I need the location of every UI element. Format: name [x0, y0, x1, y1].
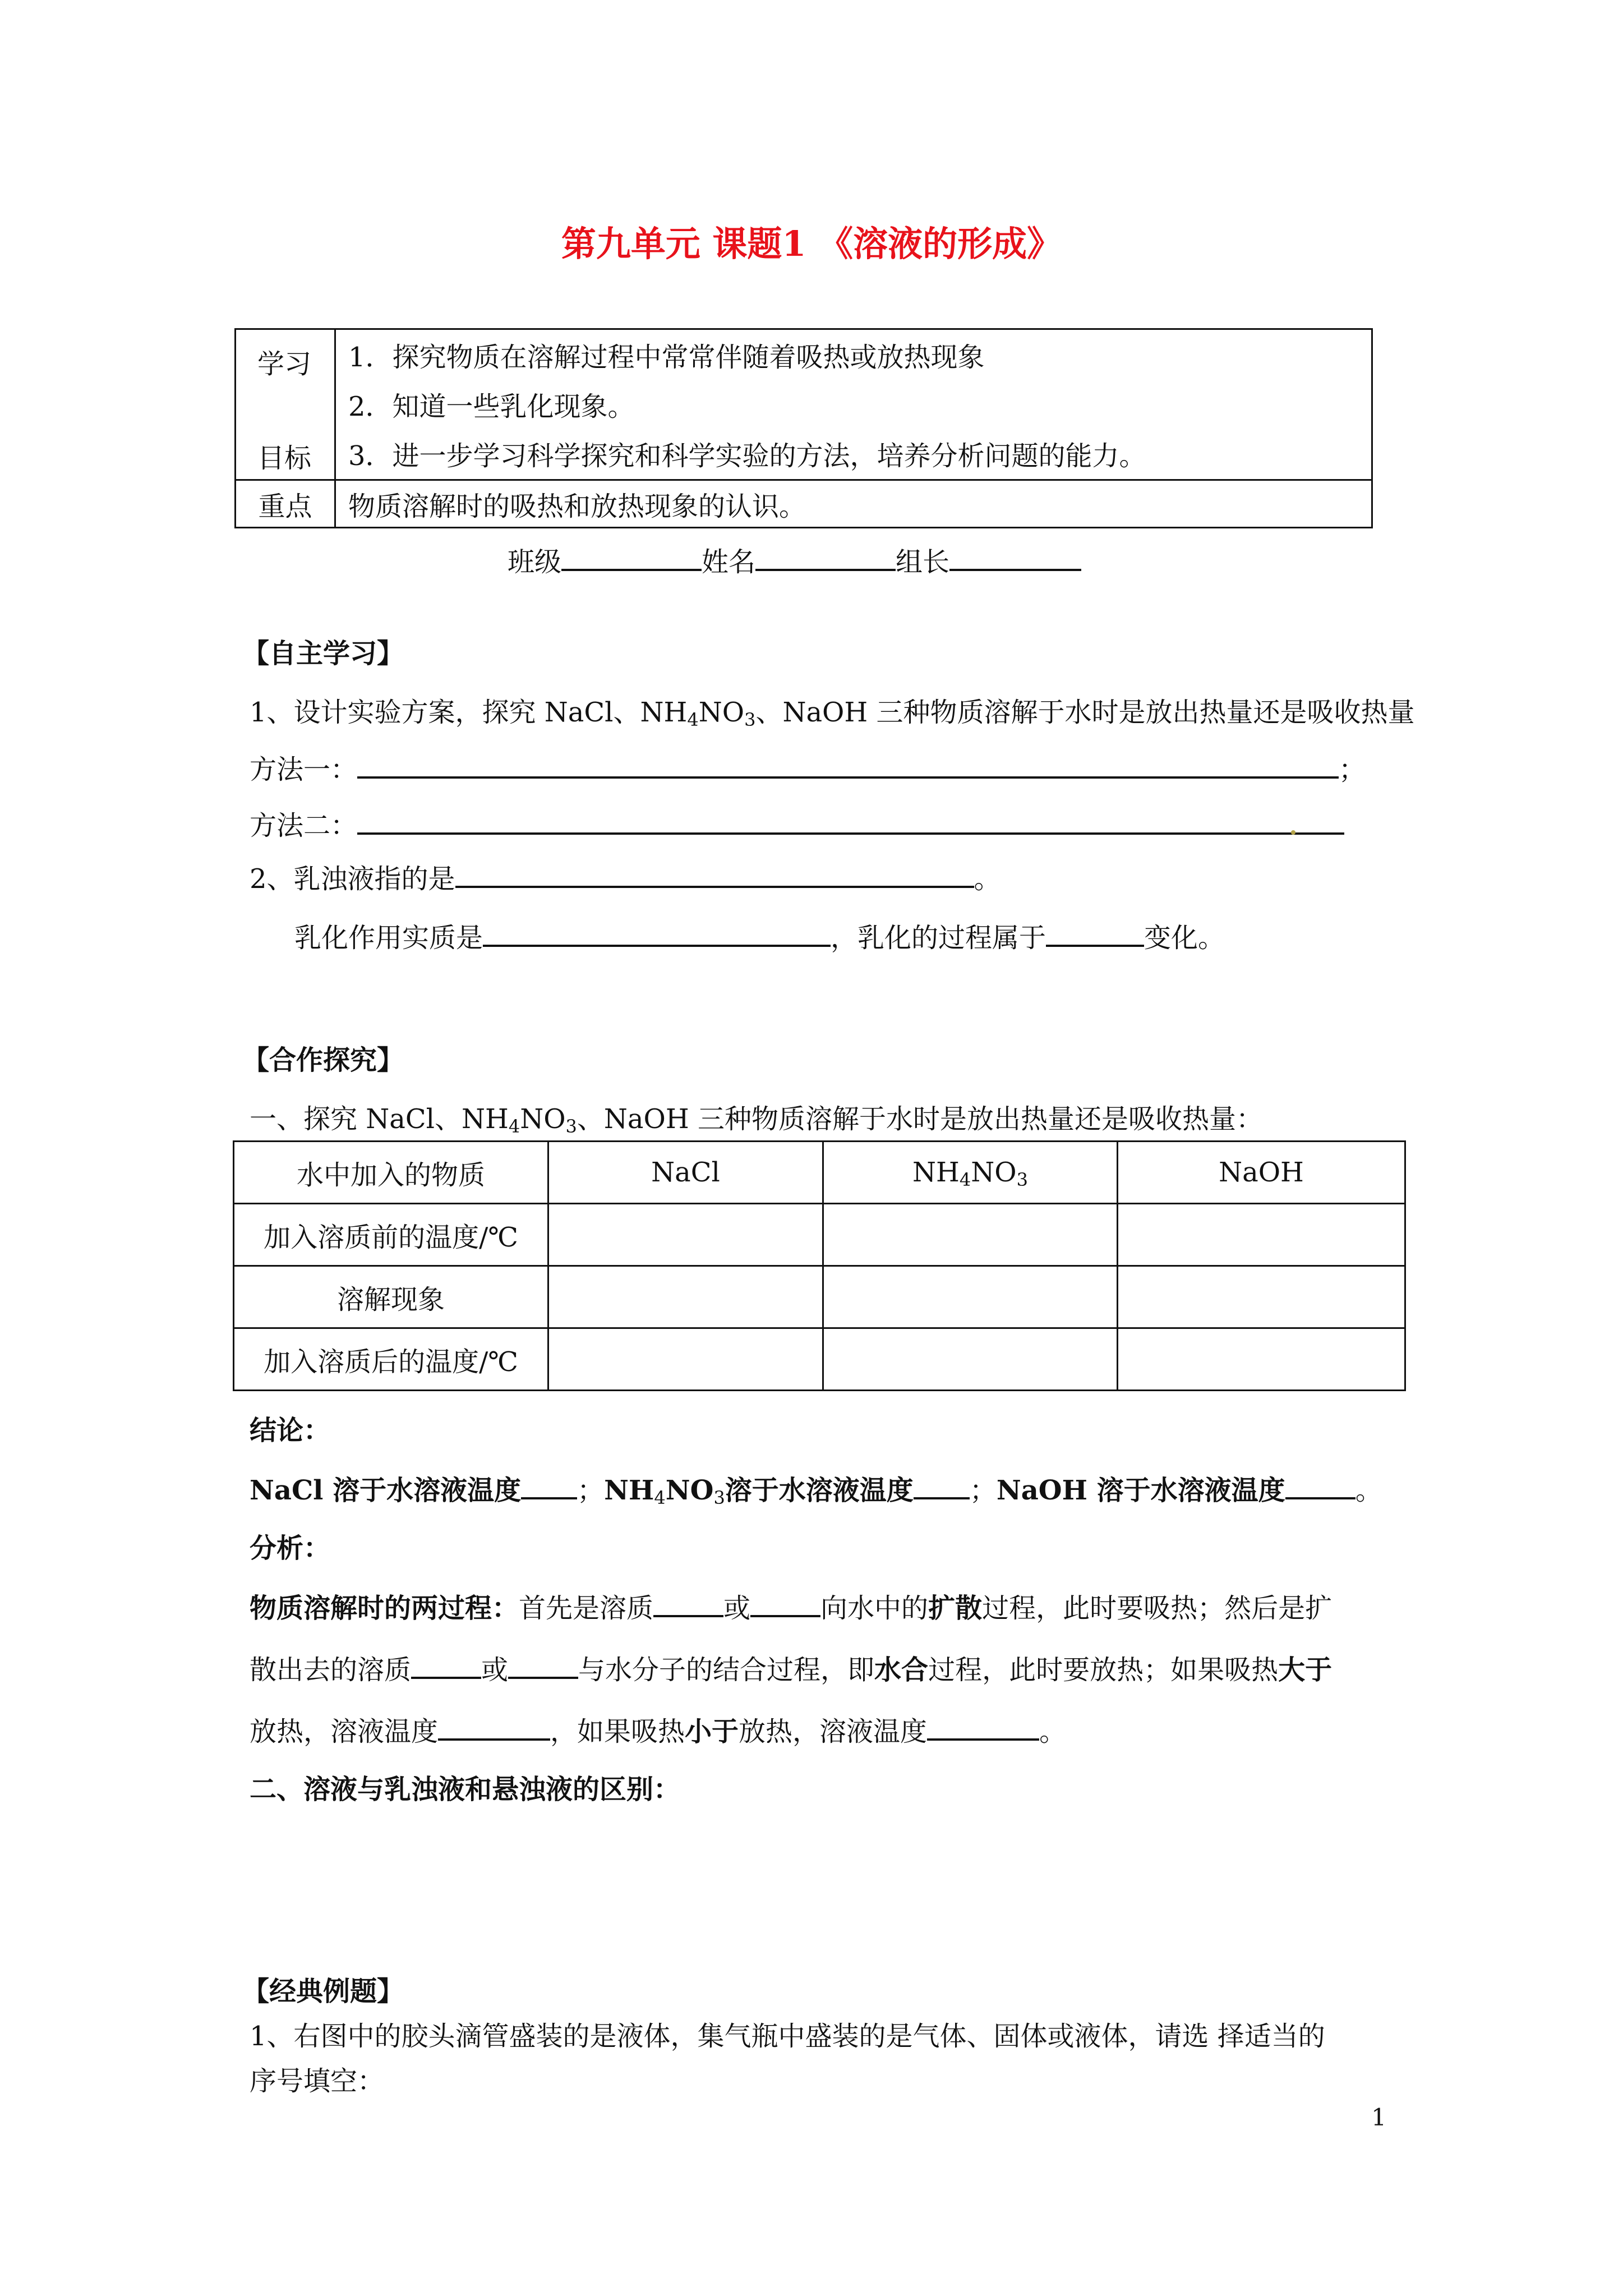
goal-1: 1．探究物质在溶解过程中常常伴随着吸热或放热现象: [348, 342, 985, 373]
self-study-q1: 1、设计实验方案，探究 NaCl、$NH_4NO_3$、NaOH 三种物质溶解于水时是放出热量还是吸收热量: [250, 697, 1415, 730]
row-label-before-temp: 加入溶质前的温度/℃: [234, 1204, 548, 1266]
self-study-heading: 【自主学习】: [242, 638, 404, 669]
goals-content-cell: [335, 329, 1372, 480]
row-label-after-temp: 加入溶质后的温度/℃: [234, 1328, 548, 1391]
header-nacl: NaCl: [548, 1142, 823, 1204]
leader-label: 组长: [896, 546, 950, 578]
cooperative-heading: 【合作探究】: [242, 1045, 404, 1076]
cooperative-q2: 二、溶液与乳浊液和悬浊液的区别：: [250, 1774, 681, 1805]
cooperative-q1: 一、探究 NaCl、$NH_4NO_3$、NaOH 三种物质溶解于水时是放出热量还是吸收热量：: [250, 1103, 1263, 1137]
solute-molecule-blank-2[interactable]: [411, 1652, 481, 1679]
nacl-temp-blank[interactable]: [521, 1473, 577, 1499]
key-point-text: 物质溶解时的吸热和放热现象的认识。: [335, 480, 1372, 528]
header-naoh: NaOH: [1118, 1142, 1405, 1204]
solute-ion-blank-2[interactable]: [508, 1652, 578, 1679]
emulsify-change-blank[interactable]: [1046, 920, 1144, 947]
example-q1-line2: 序号填空：: [250, 2065, 385, 2097]
goal-3: 3．进一步学习科学探究和科学实验的方法，培养分析问题的能力。: [348, 440, 1146, 472]
goals-label-mubiao: 目标: [257, 443, 312, 474]
method-1-blank[interactable]: [357, 752, 1339, 779]
analysis-line-2: 散出去的溶质 或 与水分子的结合过程，即水合过程，此时要放热；如果吸热大于: [250, 1652, 1332, 1687]
class-label: 班级: [508, 546, 562, 578]
cell-naoh-after[interactable]: [1118, 1328, 1405, 1391]
class-blank[interactable]: [561, 544, 702, 571]
naoh-temp-blank[interactable]: [1285, 1473, 1355, 1499]
analysis-line-1: 物质溶解时的两过程：首先是溶质 或 向水中的扩散过程，此时要吸热；然后是扩: [250, 1590, 1332, 1625]
solute-molecule-blank-1[interactable]: [653, 1590, 723, 1617]
cell-nh4no3-after[interactable]: [823, 1328, 1118, 1391]
self-study-q2: 2、乳浊液指的是 。: [250, 861, 1001, 896]
info-line: [508, 544, 1081, 579]
solute-ion-blank-1[interactable]: [750, 1590, 820, 1617]
method-2-line: [250, 808, 1344, 843]
method-2-blank[interactable]: [357, 808, 1344, 835]
temp-change-blank-1[interactable]: [438, 1714, 550, 1741]
cell-nh4no3-phenomenon[interactable]: [823, 1266, 1118, 1328]
leader-blank[interactable]: [949, 544, 1081, 571]
cell-naoh-before[interactable]: [1118, 1204, 1405, 1266]
goals-label-cell: [236, 329, 335, 480]
key-point-label: 重点: [236, 480, 335, 528]
page-title: 第九单元 课题1 《溶液的形成》: [561, 223, 1062, 264]
cell-nh4no3-before[interactable]: [823, 1204, 1118, 1266]
method-2-label: 方法二：: [250, 810, 358, 841]
page-number: 1: [1371, 2104, 1386, 2131]
name-label: 姓名: [702, 546, 756, 578]
emulsify-line: 乳化作用实质是 ，乳化的过程属于 变化。: [294, 920, 1225, 955]
header-substance: 水中加入的物质: [234, 1142, 548, 1204]
stray-dot: [1291, 830, 1295, 835]
goals-label-xuexi: 学习: [257, 348, 312, 380]
example-q1-line1: 1、右图中的胶头滴管盛装的是液体，集气瓶中盛装的是气体、固体或液体，请选 择适当的: [250, 2021, 1325, 2052]
goals-table: [234, 328, 1373, 528]
cell-nacl-before[interactable]: [548, 1204, 823, 1266]
experiment-table: [233, 1140, 1406, 1391]
name-blank[interactable]: [755, 544, 896, 571]
header-nh4no3: $NH_4NO_3$: [823, 1142, 1118, 1204]
cell-nacl-phenomenon[interactable]: [548, 1266, 823, 1328]
emulsion-blank[interactable]: [455, 861, 974, 888]
examples-heading: 【经典例题】: [242, 1976, 404, 2007]
analysis-label: 分析：: [250, 1533, 331, 1564]
analysis-line-3: 放热，溶液温度 ，如果吸热小于放热，溶液温度 。: [250, 1714, 1066, 1749]
nh4no3-temp-blank[interactable]: [914, 1473, 970, 1499]
conclusion-line: NaCl 溶于水溶液温度 ；$NH_4NO_3$溶于水溶液温度 ；NaOH 溶于水溶液温度 。: [250, 1473, 1382, 1507]
emulsify-essence-blank[interactable]: [483, 920, 831, 947]
method-1-label: 方法一：: [250, 754, 358, 785]
method-1-line: 方法一： ；: [250, 752, 1366, 786]
cell-nacl-after[interactable]: [548, 1328, 823, 1391]
cell-naoh-phenomenon[interactable]: [1118, 1266, 1405, 1328]
row-label-phenomenon: 溶解现象: [234, 1266, 548, 1328]
goal-2: 2．知道一些乳化现象。: [348, 391, 635, 422]
conclusion-label: 结论：: [250, 1415, 331, 1446]
temp-change-blank-2[interactable]: [927, 1714, 1039, 1741]
